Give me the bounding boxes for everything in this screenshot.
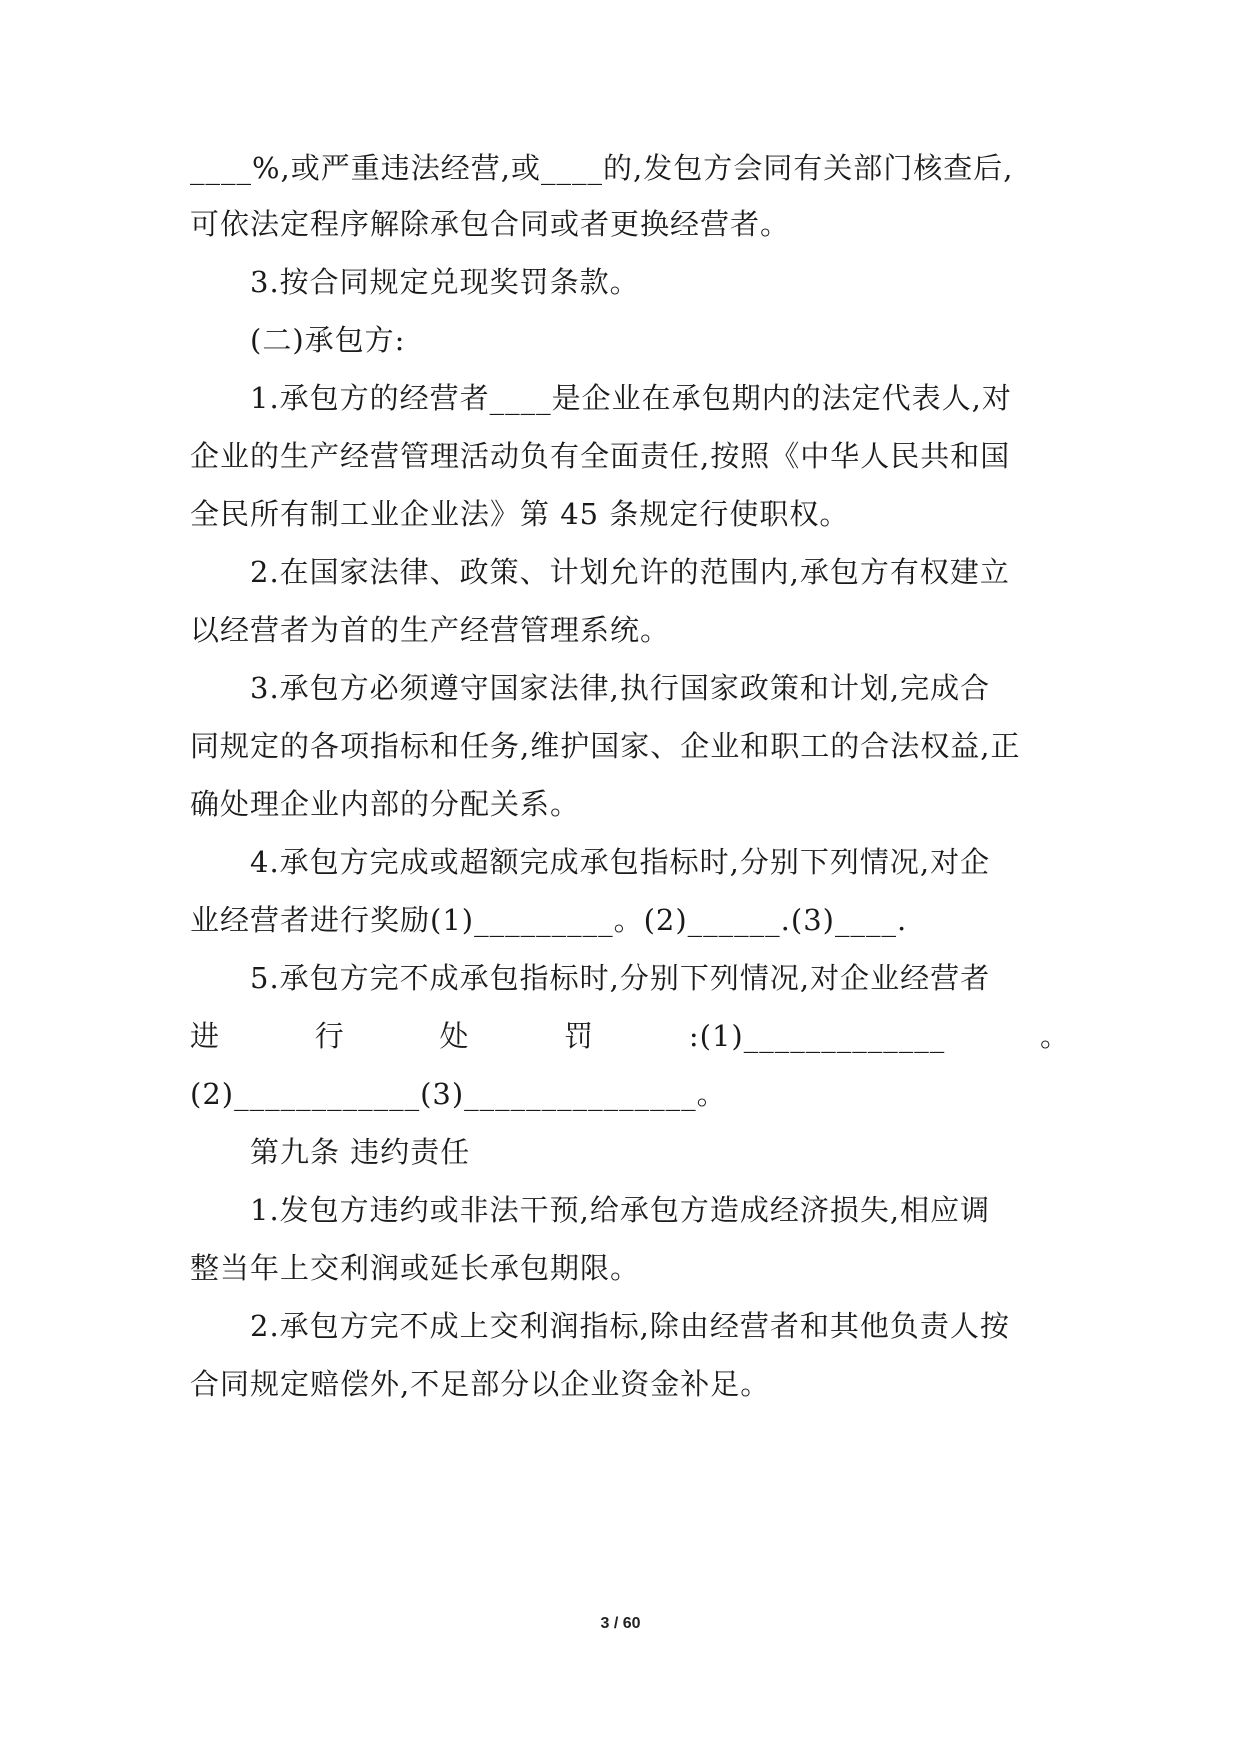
text-line: 以经营者为首的生产经营管理系统。 [190,613,671,647]
text-line: 1.发包方违约或非法干预,给承包方造成经济损失,相应调 [250,1193,991,1227]
section-heading: (二)承包方: [250,323,406,357]
text-line: 2.承包方完不成上交利润指标,除由经营者和其他负责人按 [250,1309,1010,1343]
article-heading: 第九条 违约责任 [250,1135,471,1169]
text-line: 4.承包方完成或超额完成承包指标时,分别下列情况,对企 [250,845,991,879]
text-fragment: 。 [1039,1019,1070,1053]
text-line: 3.按合同规定兑现奖罚条款。 [250,265,640,299]
text-line: 5.承包方完不成承包指标时,分别下列情况,对企业经营者 [250,961,991,995]
text-line: ____%,或严重违法经营,或____的,发包方会同有关部门核查后, [190,151,1014,185]
text-line: 2.在国家法律、政策、计划允许的范围内,承包方有权建立 [250,555,1010,589]
text-line: 全民所有制工业企业法》第 45 条规定行使职权。 [190,497,850,531]
text-line: 同规定的各项指标和任务,维护国家、企业和职工的合法权益,正 [190,729,1021,763]
text-fragment: 罚 [564,1019,595,1053]
text-fragment: 处 [439,1019,470,1053]
page-number: 3 / 60 [600,1615,641,1632]
justified-text-line [190,1016,1070,1056]
text-line: 业经营者进行奖励(1)_________。(2)______.(3)____. [190,903,908,937]
text-fragment: :(1)_____________ [688,1019,946,1053]
text-line: 3.承包方必须遵守国家法律,执行国家政策和计划,完成合 [250,671,991,705]
text-line: 1.承包方的经营者____是企业在承包期内的法定代表人,对 [250,381,1012,415]
text-fragment: 行 [314,1019,345,1053]
text-line: 可依法定程序解除承包合同或者更换经营者。 [190,207,791,241]
text-line: 合同规定赔偿外,不足部分以企业资金补足。 [190,1367,771,1401]
text-line: 整当年上交利润或延长承包期限。 [190,1251,641,1285]
text-line: 企业的生产经营管理活动负有全面责任,按照《中华人民共和国 [190,439,1011,473]
text-fragment: 进 [190,1019,221,1053]
text-line: 确处理企业内部的分配关系。 [190,787,581,821]
text-line: (2)____________(3)_______________。 [190,1077,727,1111]
